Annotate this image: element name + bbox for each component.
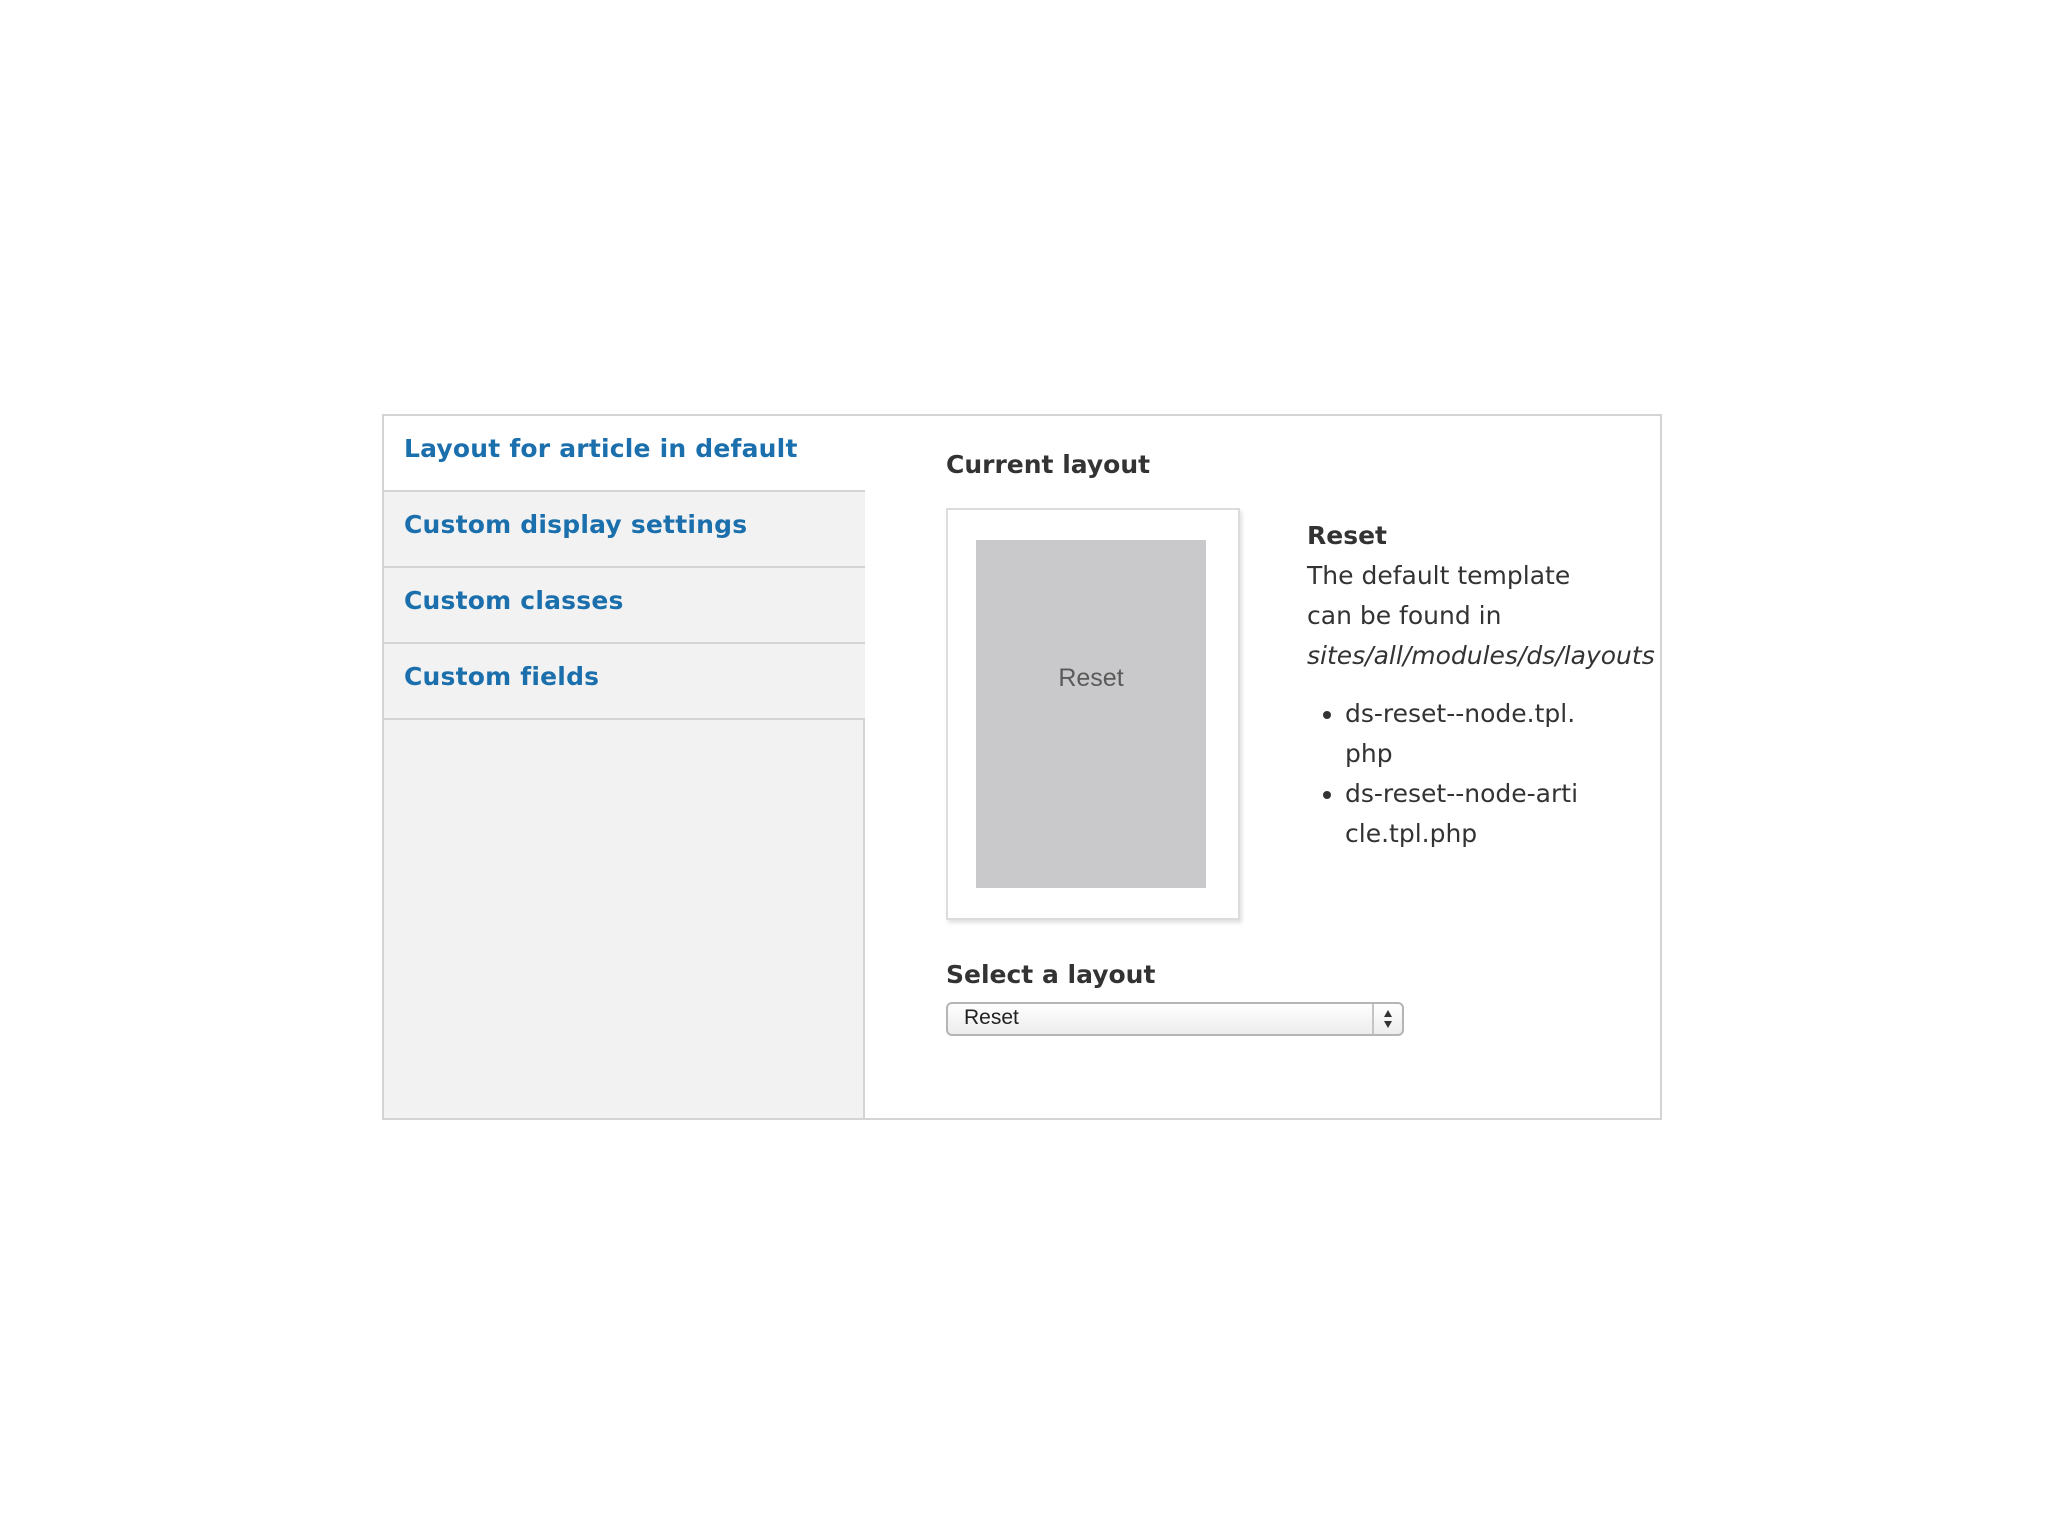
tab-label: Custom classes: [404, 586, 624, 615]
layout-select-value: Reset: [964, 1006, 1019, 1029]
template-suggestion: • ds-reset--node.tpl.php: [1345, 694, 1585, 774]
layout-template-path: sites/all/modules/ds/layouts: [1307, 641, 1655, 670]
tab-label: Layout for article in default: [404, 434, 798, 463]
layout-preview-label: Reset: [1058, 664, 1124, 692]
layout-preview: [946, 508, 1240, 920]
layout-preview-region: [976, 540, 1206, 888]
select-layout-label: Select a layout: [946, 960, 1156, 989]
select-arrows-icon: [1372, 1004, 1402, 1034]
tab-label: Custom display settings: [404, 510, 748, 539]
vertical-tabs: [384, 416, 865, 1118]
layout-settings-panel: [382, 414, 1662, 1120]
template-suggestions-list: [1307, 694, 1585, 854]
tab-layout-for-article[interactable]: [384, 416, 865, 492]
tab-content: [865, 416, 1660, 1118]
layout-description-text: The default template can be found in: [1307, 561, 1571, 630]
template-suggestion: • ds-reset--node-article.tpl.php: [1345, 774, 1585, 854]
layout-name: Reset: [1307, 521, 1387, 550]
layout-select[interactable]: [946, 1002, 1404, 1036]
layout-description: [1307, 516, 1655, 876]
tab-label: Custom fields: [404, 662, 600, 691]
tab-custom-classes[interactable]: [384, 568, 865, 644]
tab-custom-fields[interactable]: [384, 644, 865, 720]
tab-custom-display-settings[interactable]: [384, 492, 865, 568]
current-layout-heading: Current layout: [946, 450, 1151, 479]
